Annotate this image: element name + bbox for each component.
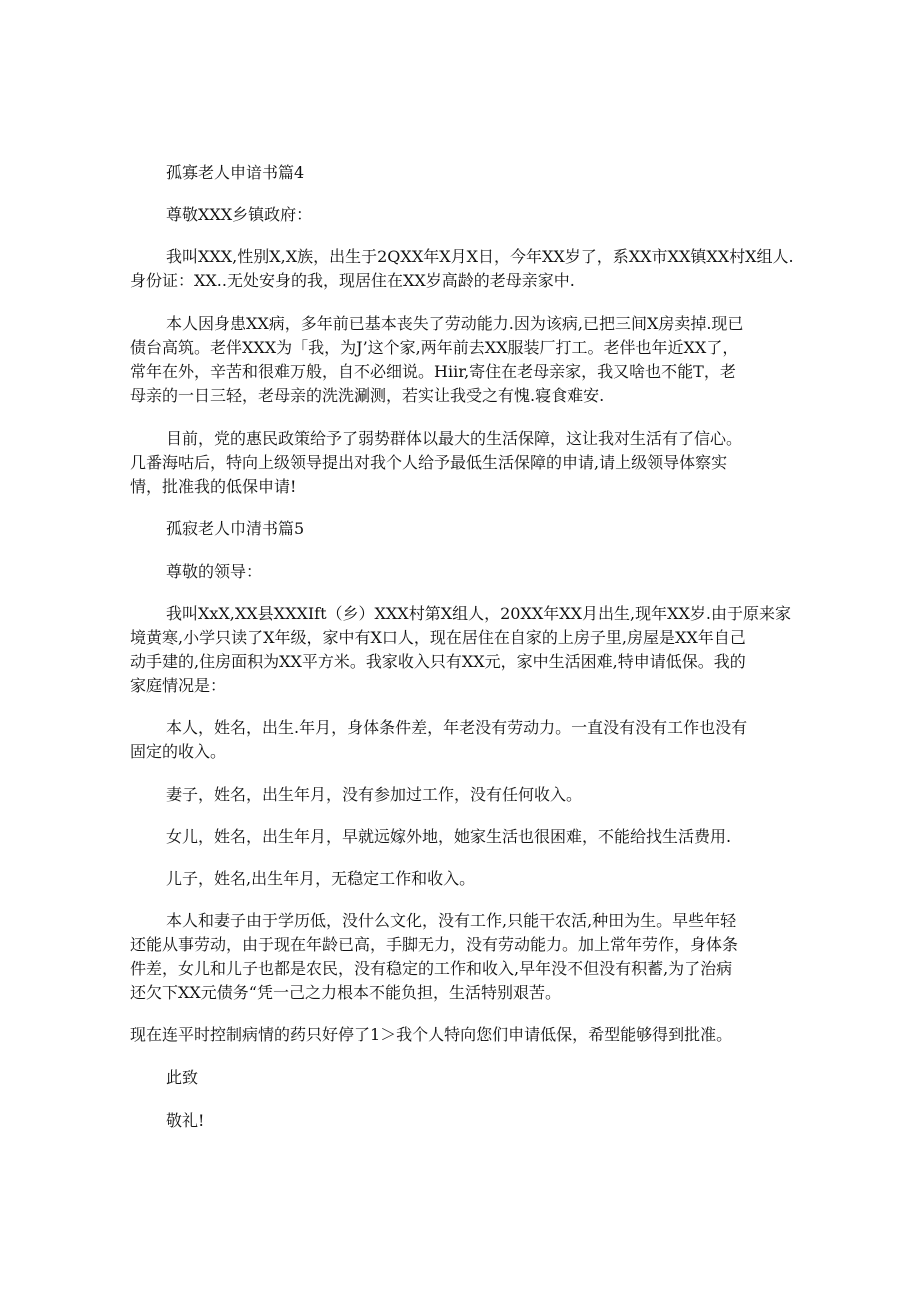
section5-para7-line1: 现在连平时控制病情的药只好停了1＞我个人特向您们申请低保，希型能够得到批准。 [130, 1025, 733, 1044]
section4-para2-line2: 债台高筑。老伴XXX为「我，为J’这个家,两年前去XX服装厂打工。老伴也年近XX了， [130, 338, 739, 357]
section5-para5-line1: 儿子，姓名,出生年月，无稳定工作和收入。 [166, 869, 476, 888]
section5-para2-line2: 固定的收入。 [130, 742, 227, 761]
section4-para3-line1: 目前，党的惠民政策给予了弱势群体以最大的生活保障，这让我对生活有了信心。 [166, 429, 743, 448]
section5-para6-line2: 还能从事劳动，由于现在年龄已高，手脚无力，没有劳动能力。加上常年劳作，身体条 [130, 935, 739, 954]
section5-para2-line1: 本人，姓名，出生.年月，身体条件差，年老没有劳动力。一直没有没有工作也没有 [166, 718, 748, 737]
section4-heading: 孤寡老人申谙书篇4 [166, 163, 305, 182]
closing-cizhi: 此致 [166, 1068, 199, 1087]
section5-heading: 孤寂老人巾清书篇5 [166, 519, 305, 538]
section5-para6-line3: 件差，女儿和儿子也都是农民，没有稳定的工作和收入,早年没不但没有积蓄,为了治病 [130, 959, 733, 978]
section5-para1-line1: 我叫XxX,XX县XXXIft（乡）XXX村第X组人，20XX年XX月出生,现年XX岁.由于原来家 [166, 604, 791, 623]
section4-salutation: 尊敬XXX乡镇政府： [166, 205, 313, 224]
section5-para6-line1: 本人和妻子由于学历低，没什么文化，没有工作,只能干农活,种田为生。早些年轻 [166, 911, 737, 930]
section4-para1-line2: 身份证：XX..无处安身的我，现居住在XX岁高龄的老母亲家中. [130, 271, 575, 290]
section5-para4-line1: 女儿，姓名，出生年月，早就远嫁外地，她家生活也很困难，不能给找生活费用. [166, 827, 732, 846]
section5-para1-line3: 动手建的,住房面积为XX平方米。我家收入只有XX元，家中生活困难,特申请低保。我的 [130, 652, 746, 671]
section4-para2-line3: 常年在外，辛苦和很难万般，自不必细说。Hiir,寄住在老母亲家，我又啥也不能T，老 [130, 362, 736, 381]
section4-para2-line4: 母亲的一日三轻，老母亲的洗洗涮测，若实让我受之有愧.寝食难安. [130, 386, 605, 405]
section4-para3-line2: 几番海咕后，特向上级领导提出对我个人给予最低生活保障的申请,请上级领导体察实 [130, 453, 728, 472]
section4-para2-line1: 本人因身患XX病，多年前已基本丧失了劳动能力.因为该病,已把三间X房卖掉.现已 [166, 314, 744, 333]
section5-para6-line4: 还欠下XX元债务“凭一己之力根本不能负担，生活特别艰苦。 [130, 983, 561, 1002]
section5-para1-line2: 境黄寒,小学只读了X年级，家中有X口人，现在居住在自家的上房子里,房屋是XX年自己 [130, 628, 746, 647]
section4-para3-line3: 情，批准我的低保申请! [130, 477, 297, 496]
section5-salutation: 尊敬的领导： [166, 562, 263, 581]
section5-para1-line4: 家庭情况是： [130, 676, 227, 695]
closing-jingli: 敬礼! [166, 1111, 205, 1130]
section5-para3-line1: 妻子，姓名，出生年月，没有参加过工作，没有任何收入。 [166, 785, 583, 804]
section4-para1-line1: 我叫XXX,性别X,X族，出生于2QXX年X月X日，今年XX岁了，系XX市XX镇XX村X组人. [166, 247, 794, 266]
